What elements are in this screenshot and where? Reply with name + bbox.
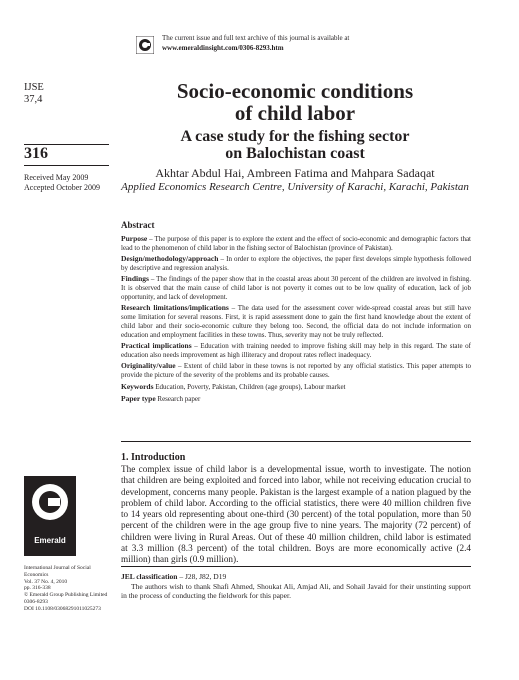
title-line: Socio-economic conditions — [176, 79, 414, 103]
journal-info-line: DOI 10.1108/03068291011025273 — [24, 605, 101, 612]
accepted-date: Accepted October 2009 — [24, 183, 100, 192]
journal-info — [24, 565, 114, 613]
journal-info-line: Vol. 37 No. 4, 2010 — [24, 578, 68, 585]
authors: Akhtar Abdul Hai, Ambreen Fatima and Mahpara Sadaqat — [155, 166, 435, 180]
keywords-text: Education, Poverty, Pakistan, Children (age groups), Labour market — [153, 383, 346, 391]
emerald-small-icon — [136, 36, 154, 54]
journal-abbrev: IJSE — [24, 82, 44, 93]
intro-paragraph: The complex issue of child labor is a developmental issue, worth to investigate. The notion that children are being exploited and forced into labor, while not receiving education crucial to development, concerns many people. Pakistan is the largest example of a nation plagued by the problem of child labor. According to the official statistics, there were 40 million children five to 14 years old representing about one-third (30 percent) of the total population, more than 50 percent of the children were in the age group five to nine years. The majority (72 percent) of children were living in Rural Areas. Out of these 40 million children, child labor is estimated at 3.3 million (8.3 percent) of the total children. Boys are more economically active (2.4 million) than girls (0.9 million). — [121, 464, 471, 565]
abstract-heading: Abstract — [121, 220, 155, 230]
divider — [121, 441, 471, 442]
journal-info-line: pp. 316-338 — [24, 585, 51, 592]
purpose-text: – The purpose of this paper is to explore the extent and the effect of socio-economic and demographic factors that lead to the phenomenon of child labor in the fishing sector of Balochistan (province of Pakistan). — [121, 235, 471, 252]
journal-info-line: International Journal of Social — [24, 565, 91, 571]
design-text: – In order to explore the objectives, the paper first develops simple hypothesis followed by descriptive and regression analysis. — [121, 255, 471, 272]
footnote — [121, 572, 471, 601]
notice-text: The current issue and full text archive of this journal is available at — [162, 34, 350, 42]
abstract-design — [121, 254, 471, 273]
jel-text: – J28, J82, D19 — [177, 572, 227, 581]
introduction-section — [121, 452, 471, 566]
abstract-purpose — [121, 234, 471, 253]
limitations-label: Research limitations/implications — [121, 303, 229, 312]
subtitle-line: A case study for the fishing sector — [180, 128, 410, 145]
abstract-practical — [121, 341, 471, 360]
abstract-limitations — [121, 303, 471, 340]
article-title — [120, 80, 470, 124]
abstract-originality — [121, 361, 471, 380]
acknowledgement: The authors wish to thank Shafi Ahmed, Shoukat Ali, Amjad Ali, and Sohail Javaid for their unstinting support in the process of conducting the fieldwork for this paper. — [121, 581, 471, 600]
journal-info-line: 0306-8293 — [24, 598, 48, 605]
emerald-ring-icon — [32, 484, 68, 520]
divider — [24, 165, 109, 166]
notice-url[interactable]: www.emeraldinsight.com/0306-8293.htm — [162, 44, 284, 52]
findings-label: Findings — [121, 274, 149, 283]
affiliation: Applied Economics Research Centre, University of Karachi, Karachi, Pakistan — [121, 181, 469, 193]
journal-info-line: © Emerald Group Publishing Limited — [24, 592, 108, 599]
article-dates — [24, 173, 100, 193]
journal-code — [24, 82, 44, 106]
received-date: Received May 2009 — [24, 173, 89, 182]
volume-issue: 37,4 — [24, 94, 43, 105]
abstract-keywords — [121, 382, 471, 392]
keywords-label: Keywords — [121, 382, 154, 391]
abstract-paper-type — [121, 394, 471, 404]
abstract — [121, 220, 471, 405]
practical-label: Practical implications — [121, 341, 192, 350]
design-label: Design/methodology/approach — [121, 254, 219, 263]
originality-text: – Extent of child labor in these towns is not reported by any official statistics. This paper attempts to provide the picture of the severity of the problems and its probable causes. — [121, 362, 471, 379]
abstract-findings — [121, 274, 471, 302]
title-line: of child labor — [234, 101, 356, 125]
practical-text: – Education with training needed to improve fishing skill may help in this regard. The state of education also needs improvement as high illiteracy and dropout rates reflect inadequacy. — [121, 342, 472, 359]
archive-notice — [136, 34, 426, 54]
originality-label: Originality/value — [121, 361, 176, 370]
jel-label: JEL classification — [121, 572, 178, 581]
journal-info-line: Economics — [24, 571, 49, 578]
emerald-logo — [24, 476, 76, 556]
purpose-label: Purpose — [121, 234, 148, 243]
paper-type-text: Research paper — [155, 395, 201, 403]
subtitle-line: on Balochistan coast — [225, 145, 365, 162]
limitations-text: – The data used for the assessment cover wide-spread coastal areas but still have some limitation for several reasons. First, it is rapid assessment done to gain the first hand knowledge about the extent of child labor and their socio-economic culture they belong too. Second, the official data do not include information on education and employment facilities in these towns. Thus, severity may not be truly reflected. — [121, 304, 471, 339]
divider — [121, 566, 471, 567]
article-subtitle — [120, 128, 470, 162]
jel-classification — [121, 572, 471, 582]
logo-name: Emerald — [34, 536, 66, 545]
page-number: 316 — [24, 145, 48, 162]
section-heading: 1. Introduction — [121, 452, 186, 463]
findings-text: – The findings of the paper show that in the coastal areas about 30 percent of the children are involved in fishing. It is observed that the main cause of child labor is not poverty it comes out to be low quality of education, lack of job opportunity, and lack of development. — [121, 275, 471, 301]
paper-type-label: Paper type — [121, 394, 156, 403]
